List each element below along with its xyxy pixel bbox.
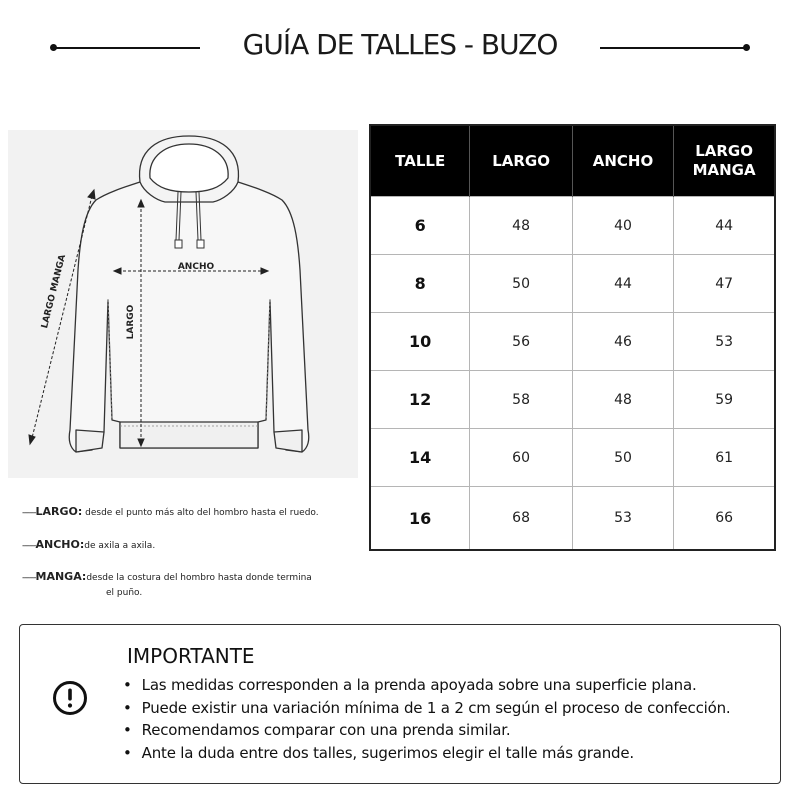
cell-ancho: 46	[572, 313, 673, 371]
legend-largo	[22, 504, 319, 521]
cell-largo-manga: 66	[674, 487, 775, 551]
largo-label: LARGO	[126, 304, 136, 340]
size-table	[369, 124, 776, 551]
cell-largo: 58	[470, 371, 572, 429]
important-title: IMPORTANTE	[127, 644, 255, 668]
exclamation-circle-icon	[52, 680, 88, 716]
title-right-dot	[743, 44, 750, 51]
title-right-line	[600, 47, 748, 49]
list-item: • Recomendamos comparar con una prenda similar.	[123, 719, 730, 742]
cell-largo: 48	[470, 197, 572, 255]
hoodie-illustration	[8, 130, 358, 478]
cell-talle: 14	[370, 429, 470, 487]
important-list	[123, 674, 730, 764]
cell-largo: 60	[470, 429, 572, 487]
table-row	[370, 313, 775, 371]
table-row	[370, 255, 775, 313]
legend-term: LARGO:	[35, 505, 83, 518]
cell-largo-manga: 59	[674, 371, 775, 429]
cell-ancho: 48	[572, 371, 673, 429]
table-row	[370, 487, 775, 551]
list-item: • Las medidas corresponden a la prenda apoyada sobre una superficie plana.	[123, 674, 730, 697]
title-left-line	[52, 47, 200, 49]
cell-ancho: 50	[572, 429, 673, 487]
cell-largo-manga: 61	[674, 429, 775, 487]
legend-ancho	[22, 537, 155, 554]
page-title: GUÍA DE TALLES - BUZO	[242, 28, 558, 61]
cell-talle: 6	[370, 197, 470, 255]
header-largo: LARGO	[470, 125, 572, 197]
important-notice	[19, 624, 781, 784]
table-header-row	[370, 125, 775, 197]
table-row	[370, 429, 775, 487]
header-talle: TALLE	[370, 125, 470, 197]
legend-manga	[22, 569, 362, 601]
cell-talle: 8	[370, 255, 470, 313]
largo-manga-label: LARGO MANGA	[40, 253, 69, 330]
cell-largo: 50	[470, 255, 572, 313]
table-row	[370, 197, 775, 255]
cell-largo-manga: 47	[674, 255, 775, 313]
legend-desc: desde el punto más alto del hombro hasta el ruedo.	[85, 508, 319, 518]
header-largo-manga	[674, 125, 775, 197]
cell-largo: 56	[470, 313, 572, 371]
legend-dash: ------	[22, 573, 36, 583]
legend-dash: ------	[22, 541, 36, 551]
list-item: • Ante la duda entre dos talles, sugerimos elegir el talle más grande.	[123, 742, 730, 765]
legend-term: ANCHO:	[35, 538, 85, 551]
cell-ancho: 44	[572, 255, 673, 313]
cell-talle: 16	[370, 487, 470, 551]
ancho-label: ANCHO	[177, 262, 215, 272]
hoodie-diagram	[8, 130, 358, 478]
cell-largo: 68	[470, 487, 572, 551]
cell-ancho: 53	[572, 487, 673, 551]
list-item: • Puede existir una variación mínima de 1 a 2 cm según el proceso de confección.	[123, 697, 730, 720]
legend-term: MANGA:	[35, 570, 87, 583]
table-row	[370, 371, 775, 429]
header-largo-manga-label: LARGO MANGA	[692, 142, 756, 179]
cell-largo-manga: 53	[674, 313, 775, 371]
legend-desc: de axila a axila.	[84, 541, 156, 551]
cell-ancho: 40	[572, 197, 673, 255]
header-ancho: ANCHO	[572, 125, 673, 197]
cell-largo-manga: 44	[674, 197, 775, 255]
legend-dash: ------	[22, 508, 36, 518]
cell-talle: 12	[370, 371, 470, 429]
cell-talle: 10	[370, 313, 470, 371]
legend-desc: desde la costura del hombro hasta donde termina	[86, 573, 312, 583]
legend-desc-continued: el puño.	[106, 588, 143, 598]
